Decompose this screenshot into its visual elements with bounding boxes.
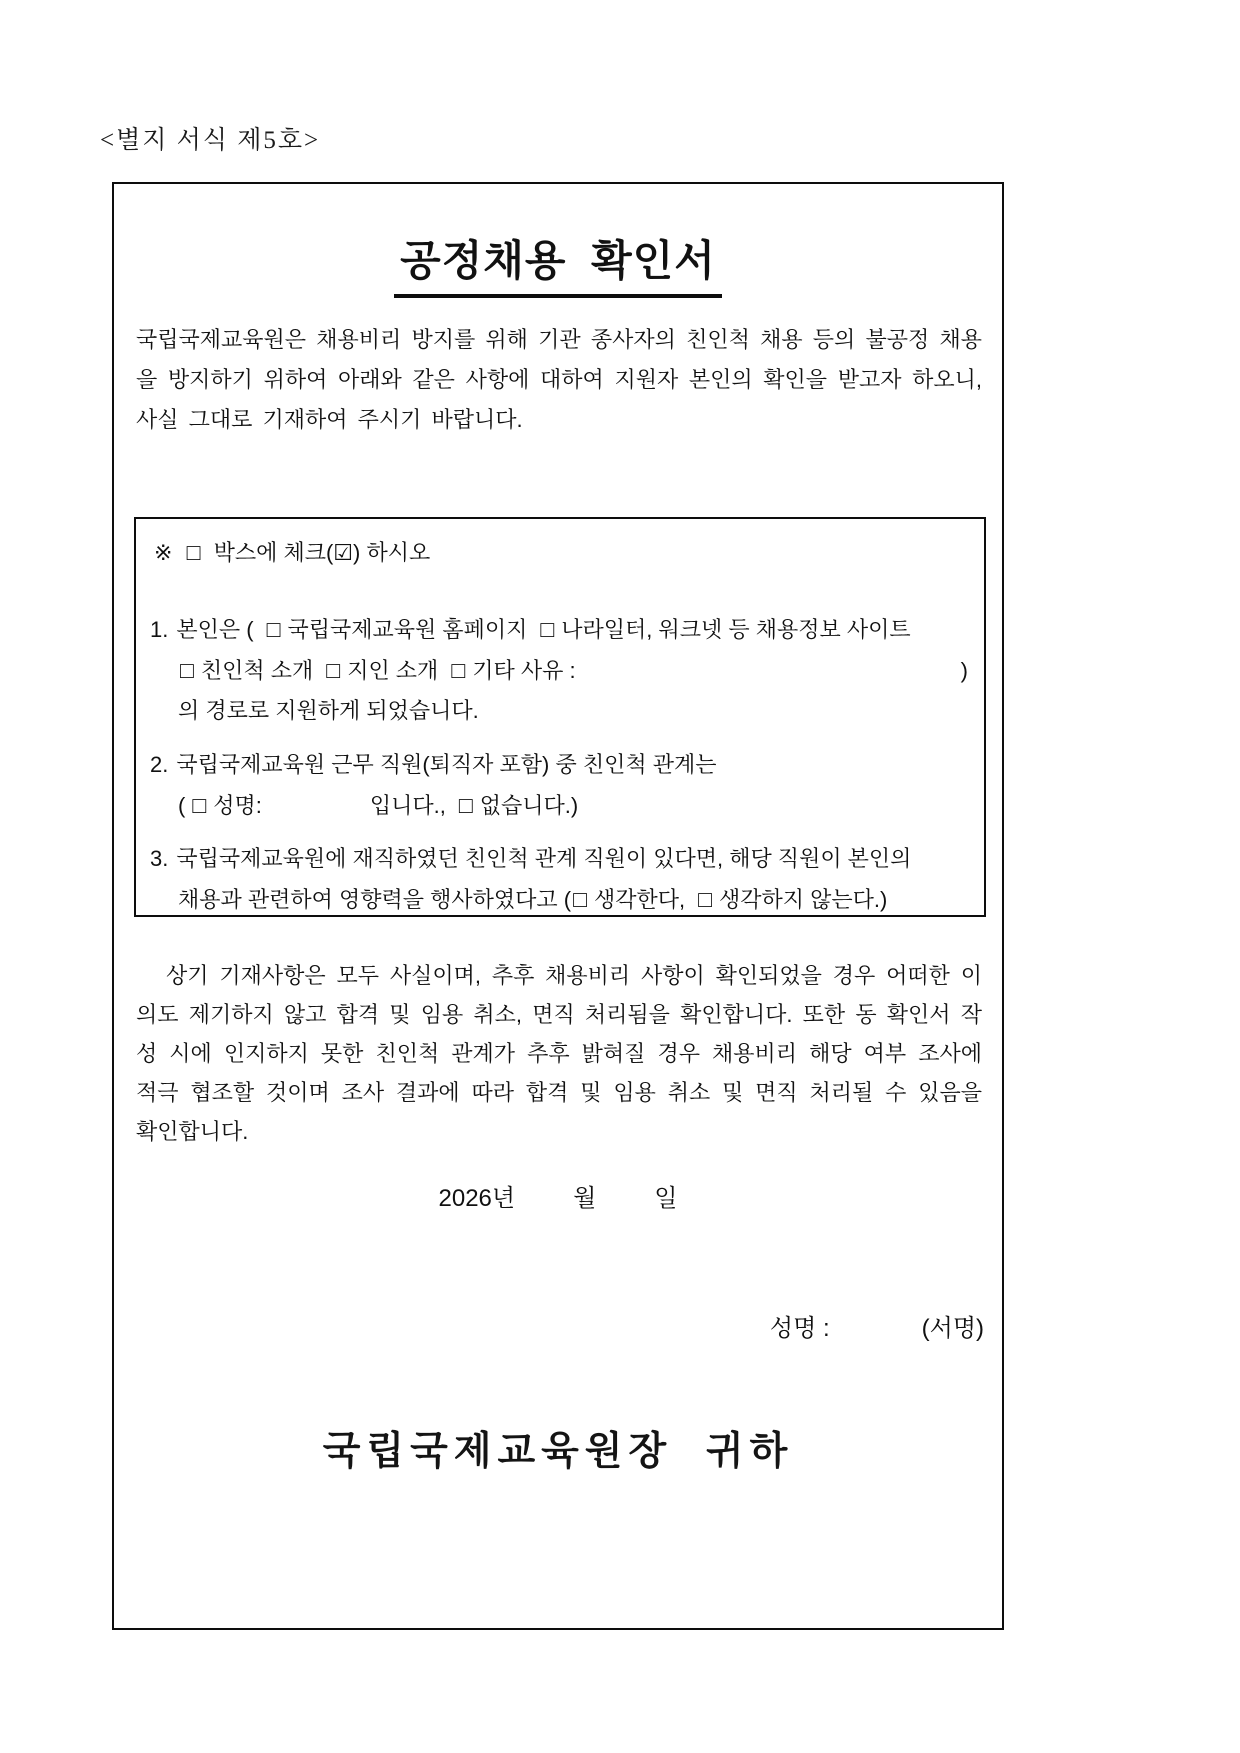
instruction-text-pre: 박스에 체크( [213,540,334,565]
date-month-label: 월 [573,1185,597,1212]
closing-paragraph: 상기 기재사항은 모두 사실이며, 추후 채용비리 사항이 확인되었을 경우 어떠한 이의도 제기하지 않고 합격 및 임용 취소, 면직 처리됨을 확인합니다. 또한 동 확인서 작성 시에 인지하지 못한 친인척 관계가 추후 밝혀질 경우 채용비리 해당 여부 조사에 적극 협조할 것이며 조사 결과에 따라 합격 및 임용 취소 및 면직 처리될 수 있음을 확인합니다. [136,963,982,1144]
document-title [114,228,1002,298]
sample-checkbox-icon: □ [186,539,201,565]
checkbox-no-relative[interactable]: □ [458,792,473,818]
checkbox-influence-no[interactable]: □ [698,886,712,912]
checkbox-instruction [154,535,430,570]
item3-line2-lead: 채용과 관련하여 영향력을 행사하였다고 ( [178,887,572,912]
checkbox-other-reason[interactable]: □ [451,657,466,683]
item2-line2 [150,785,968,826]
item2-line1 [150,745,968,785]
option-homepage-label: 국립국제교육원 홈페이지 [287,617,528,642]
checklist-box [134,517,986,917]
document-title-text: 공정채용 확인서 [394,228,722,298]
checkbox-influence-yes[interactable]: □ [573,886,587,912]
item1-line3 [150,691,968,731]
checklist-item-relative-relation [150,745,968,826]
option-other-label: 기타 사유 : [472,658,576,683]
item3-text-line1: 국립국제교육원에 재직하였던 친인척 관계 직원이 있다면, 해당 직원이 본인의 [176,846,912,871]
item1-line2 [150,650,968,691]
recipient-line: 국립국제교육원장 귀하 [322,1430,794,1473]
signature-sign-label: (서명) [921,1315,984,1342]
relative-name-label: 성명: [213,793,262,818]
no-relative-label: 없습니다.) [479,793,579,818]
item1-line1 [150,609,968,650]
item1-tail: 의 경로로 지원하게 되었습니다. [178,698,479,723]
instruction-text-post: ) 하시오 [353,540,431,565]
checkbox-acquaintance-referral[interactable]: □ [326,657,341,683]
item1-lead: 본인은 ( [176,617,254,642]
item1-number: 1. [150,617,169,642]
signature-line [770,1308,984,1343]
item2-text: 국립국제교육원 근무 직원(퇴직자 포함) 중 친인척 관계는 [176,752,717,777]
relative-name-suffix: 입니다., [369,793,446,818]
checklist-item-application-route [150,609,968,731]
checkbox-jobsites[interactable]: □ [540,616,555,642]
date-line [114,1178,1002,1213]
option-jobsites-label: 나라일터, 워크넷 등 채용정보 사이트 [561,617,911,642]
item3-line1 [150,839,968,879]
checkbox-relative-name[interactable]: □ [192,792,207,818]
document-border [112,182,1004,1630]
signature-name-label: 성명 : [769,1315,830,1342]
item2-number: 2. [150,752,169,777]
intro-paragraph: 국립국제교육원은 채용비리 방지를 위해 기관 종사자의 친인척 채용 등의 불공정 채용을 방지하기 위하여 아래와 같은 사항에 대하여 지원자 본인의 확인을 받고자 하오니, 사실 그대로 기재하여 주시기 바랍니다. [136,327,982,432]
item2-open-paren: ( [178,793,186,818]
option-relative-label: 친인척 소개 [200,658,314,683]
checkbox-homepage[interactable]: □ [266,616,281,642]
option-acquaintance-label: 지인 소개 [347,658,439,683]
item1-close-paren: ) [960,658,968,683]
item3-line2 [150,879,968,920]
checklist-item-influence [150,839,968,920]
date-day-label: 일 [654,1185,678,1212]
influence-no-label: 생각하지 않는다.) [719,887,888,912]
reference-mark-icon: ※ [154,540,173,565]
checked-box-icon: ☑ [333,540,354,565]
checkbox-relative-referral[interactable]: □ [180,657,194,683]
item3-number: 3. [150,846,169,871]
date-year: 2026년 [438,1185,516,1212]
form-number-label: <별지 서식 제5호> [100,127,321,154]
influence-yes-label: 생각한다, [593,887,686,912]
